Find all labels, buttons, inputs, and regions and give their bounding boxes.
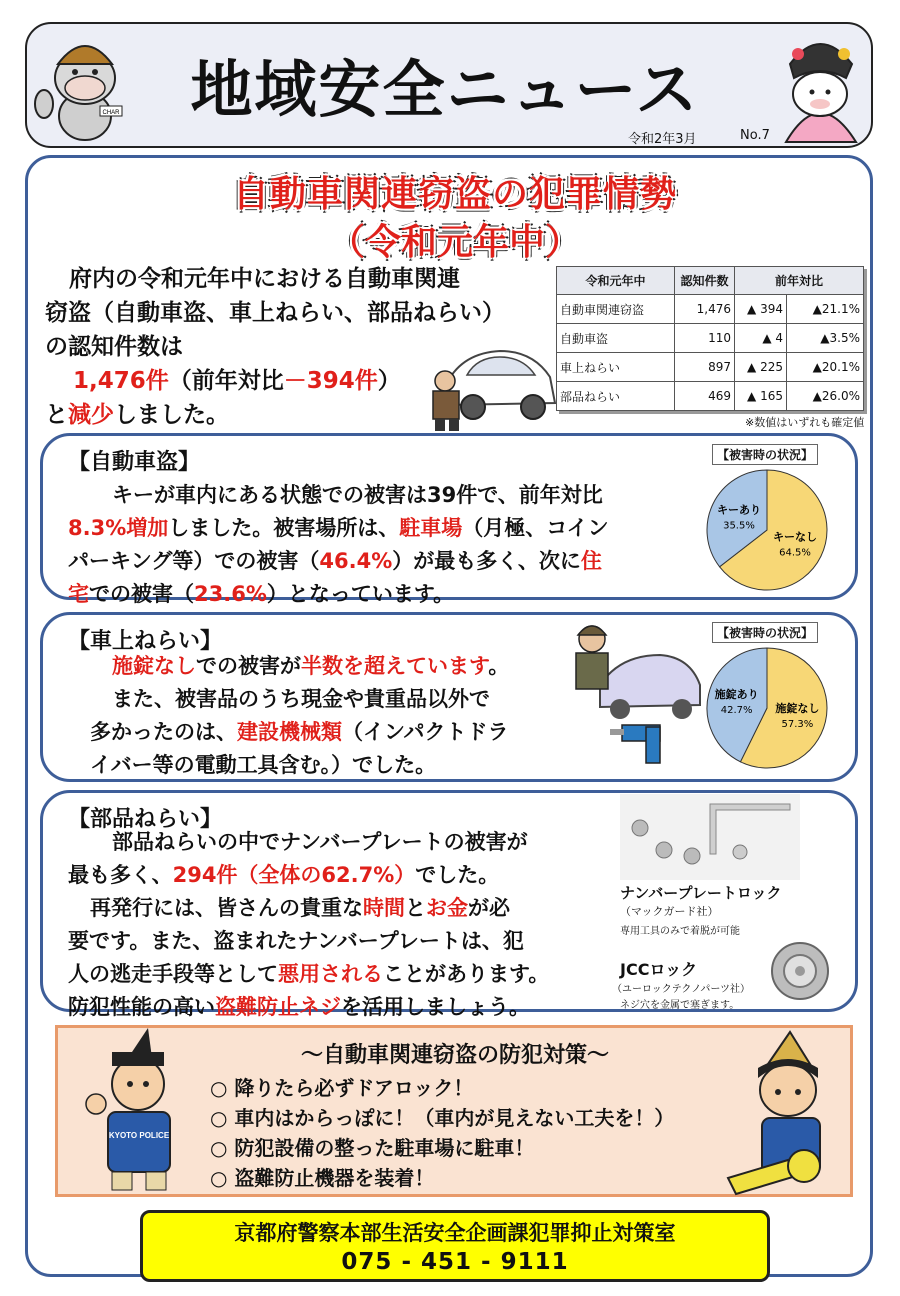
car-theft-line-3a: パーキング等）での被害（ [68, 549, 320, 573]
product1-name: ナンバープレートロック [620, 884, 782, 902]
stats-row-diff: ▲ 165 [735, 382, 787, 411]
pie-chart-key [702, 465, 832, 595]
stats-header-row [557, 267, 864, 295]
parts-line-2a: 最も多く、 [68, 863, 173, 887]
parts-line-5a: 人の逃走手段等として [68, 962, 278, 986]
stats-row-label: 自動車関連窃盗 [557, 295, 675, 324]
contact-footer [140, 1210, 770, 1282]
table-row [557, 295, 864, 324]
pie-slice-value: 35.5% [723, 520, 755, 532]
parts-line-3b: と [405, 896, 426, 920]
parts-misuse: 悪用される [278, 962, 383, 986]
car-theft-line-3b: ）が最も多く、次に [392, 549, 581, 573]
stats-row-diff: ▲ 225 [735, 353, 787, 382]
stats-row-count: 110 [675, 324, 735, 353]
stats-header-compare: 前年対比 [735, 267, 864, 295]
main-subtitle: （令和元年中） [328, 222, 581, 263]
car-theft-residence-2: 宅 [68, 582, 89, 606]
intro-decrease: 減少 [68, 402, 114, 428]
plate-lock-product-image [620, 794, 800, 880]
stats-row-diff: ▲ 394 [735, 295, 787, 324]
intro-line-1: 府内の令和元年中における自動車関連 [69, 266, 460, 292]
parts-line-5b: ことがあります。 [383, 962, 550, 986]
car-theft-heading: 【自動車盗】 [68, 450, 201, 475]
mascot-ushi-icon [30, 26, 130, 144]
intro-line-2: 窃盗（自動車盗、車上ねらい、部品ねらい） [45, 300, 505, 326]
pie-chart-lock [702, 643, 832, 773]
car-theft-line-2a: しました。被害場所は、 [168, 516, 400, 540]
thief-car-illustration [560, 615, 705, 765]
car-theft-line-4b: ）となっています。 [266, 582, 455, 606]
police-mascot-left-icon [82, 1028, 200, 1196]
pie-slice-value: 64.5% [779, 547, 811, 559]
stats-header-count: 認知件数 [675, 267, 735, 295]
countermeasure-item: ○ 盗難防止機器を装着！ [210, 1166, 435, 1190]
vb-line-4: イバー等の電動工具含む。）でした。 [90, 753, 437, 777]
stats-row-label: 車上ねらい [557, 353, 675, 382]
police-mascot-right-icon [718, 1028, 850, 1196]
mascot-badge-text: CHAR [102, 110, 120, 116]
car-theft-parking-pct: 46.4% [319, 549, 393, 573]
intro-line-3: の認知件数は [45, 334, 183, 360]
intro-line-5-pre: と [45, 402, 68, 428]
stats-row-label: 部品ねらい [557, 382, 675, 411]
stats-row-count: 897 [675, 353, 735, 382]
stats-row-count: 469 [675, 382, 735, 411]
pie-slice-label: キーなし [773, 530, 818, 544]
footer-organization: 京都府警察本部生活安全企画課犯罪抑止対策室 [234, 1221, 676, 1245]
countermeasure-item: ○ 車内はからっぽに！（車内が見えない工夫を！） [210, 1106, 675, 1130]
main-title: 自動車関連窃盗の犯罪情勢 [232, 174, 677, 215]
parts-time: 時間 [363, 896, 405, 920]
vb-unlocked: 施錠なし [112, 654, 196, 678]
car-theft-parking: 駐車場 [399, 516, 463, 540]
stats-row-pct: ▲3.5% [787, 324, 864, 353]
product2-note: ネジ穴を金属で塞ぎます。 [620, 1000, 740, 1011]
intro-compare-value: －394件 [283, 368, 378, 394]
stats-header-period: 令和元年中 [557, 267, 675, 295]
parts-plate-count: 294件（全体の62.7%） [172, 863, 416, 887]
countermeasures-title: ～自動車関連窃盗の防犯対策～ [300, 1043, 609, 1068]
intro-compare-close: ） [377, 368, 401, 394]
car-theft-residence-1: 住 [580, 549, 602, 573]
footer-phone[interactable]: 075 - 451 - 9111 [341, 1249, 569, 1275]
pie2-title: 【被害時の状況】 [712, 622, 818, 643]
parts-line-2b: でした。 [415, 863, 500, 887]
parts-line-6a: 防犯性能の高い [68, 995, 215, 1019]
stats-row-pct: ▲21.1% [787, 295, 864, 324]
newsletter-title: 地域安全ニュース [190, 53, 700, 126]
vb-over-half: 半数を超えています [301, 654, 489, 678]
car-theft-residence-pct: 23.6% [194, 582, 267, 606]
vb-line-1a: での被害が [196, 654, 301, 678]
vb-machinery: 建設機械類 [237, 720, 342, 744]
parts-body [68, 826, 628, 1024]
pie-slice-label: 施錠あり [714, 687, 759, 701]
vb-line-2: また、被害品のうち現金や貴重品以外で [112, 687, 490, 711]
intro-line-5-post: しました。 [114, 402, 229, 428]
product2-name: JCCロック [620, 960, 698, 979]
stats-table [556, 266, 864, 411]
vb-line-3b: （インパクトドラ [342, 720, 509, 744]
parts-anti-theft-screw: 盗難防止ネジ [215, 995, 341, 1019]
intro-compare-open: （前年対比 [168, 368, 284, 394]
issue-date: 令和2年3月 [628, 132, 697, 147]
vehicle-breakin-body [68, 650, 568, 782]
vehicle-breakin-heading: 【車上ねらい】 [68, 629, 223, 654]
parts-line-3c: が必 [468, 896, 510, 920]
parts-line-3a: 再発行には、皆さんの貴重な [90, 896, 363, 920]
car-theft-body [68, 479, 688, 611]
car-mechanic-illustration [415, 325, 560, 435]
stats-row-pct: ▲20.1% [787, 353, 864, 382]
countermeasure-item: ○ 防犯設備の整った駐車場に駐車！ [210, 1136, 535, 1160]
jcc-lock-product-image [768, 940, 832, 1002]
table-note: ※数値はいずれも確定値 [745, 416, 865, 429]
pie-slice-label: 施錠なし [775, 702, 820, 716]
pie-slice-value: 42.7% [720, 704, 753, 716]
table-row [557, 353, 864, 382]
countermeasure-item: ○ 降りたら必ずドアロック！ [210, 1076, 474, 1100]
vb-line-3a: 多かったのは、 [90, 720, 237, 744]
stats-row-count: 1,476 [675, 295, 735, 324]
stats-row-diff: ▲ 4 [735, 324, 787, 353]
parts-heading: 【部品ねらい】 [68, 807, 223, 832]
mascot-maiko-icon [772, 24, 868, 146]
table-row [557, 382, 864, 411]
vb-line-1b: 。 [488, 654, 510, 678]
table-row [557, 324, 864, 353]
car-theft-line-2b: （月極、コイン [462, 516, 609, 540]
issue-number: No.7 [740, 128, 770, 143]
parts-line-1: 部品ねらいの中でナンバープレートの被害が [112, 830, 528, 854]
parts-money: お金 [426, 896, 468, 920]
police-badge-text: KYOTO POLICE [108, 1131, 170, 1140]
parts-line-4: 要です。また、盗まれたナンバープレートは、犯 [68, 929, 524, 953]
product1-note: 専用工具のみで着脱が可能 [620, 926, 740, 937]
car-theft-increase: 8.3%増加 [68, 516, 169, 540]
stats-row-label: 自動車盗 [557, 324, 675, 353]
product1-maker: （マックガード社） [620, 905, 719, 918]
car-theft-line-1: キーが車内にある状態での被害は39件で、前年対比 [112, 483, 603, 507]
pie-slice-label: キーあり [716, 503, 761, 517]
product2-maker: （ユーロックテクノパーツ社） [612, 984, 750, 995]
stats-row-pct: ▲26.0% [787, 382, 864, 411]
intro-total-count: 1,476件 [73, 368, 169, 394]
pie-slice-value: 57.3% [781, 719, 814, 731]
pie1-title: 【被害時の状況】 [712, 444, 818, 465]
parts-line-6b: を活用しましょう。 [341, 995, 530, 1019]
car-theft-line-4a: での被害（ [89, 582, 194, 606]
